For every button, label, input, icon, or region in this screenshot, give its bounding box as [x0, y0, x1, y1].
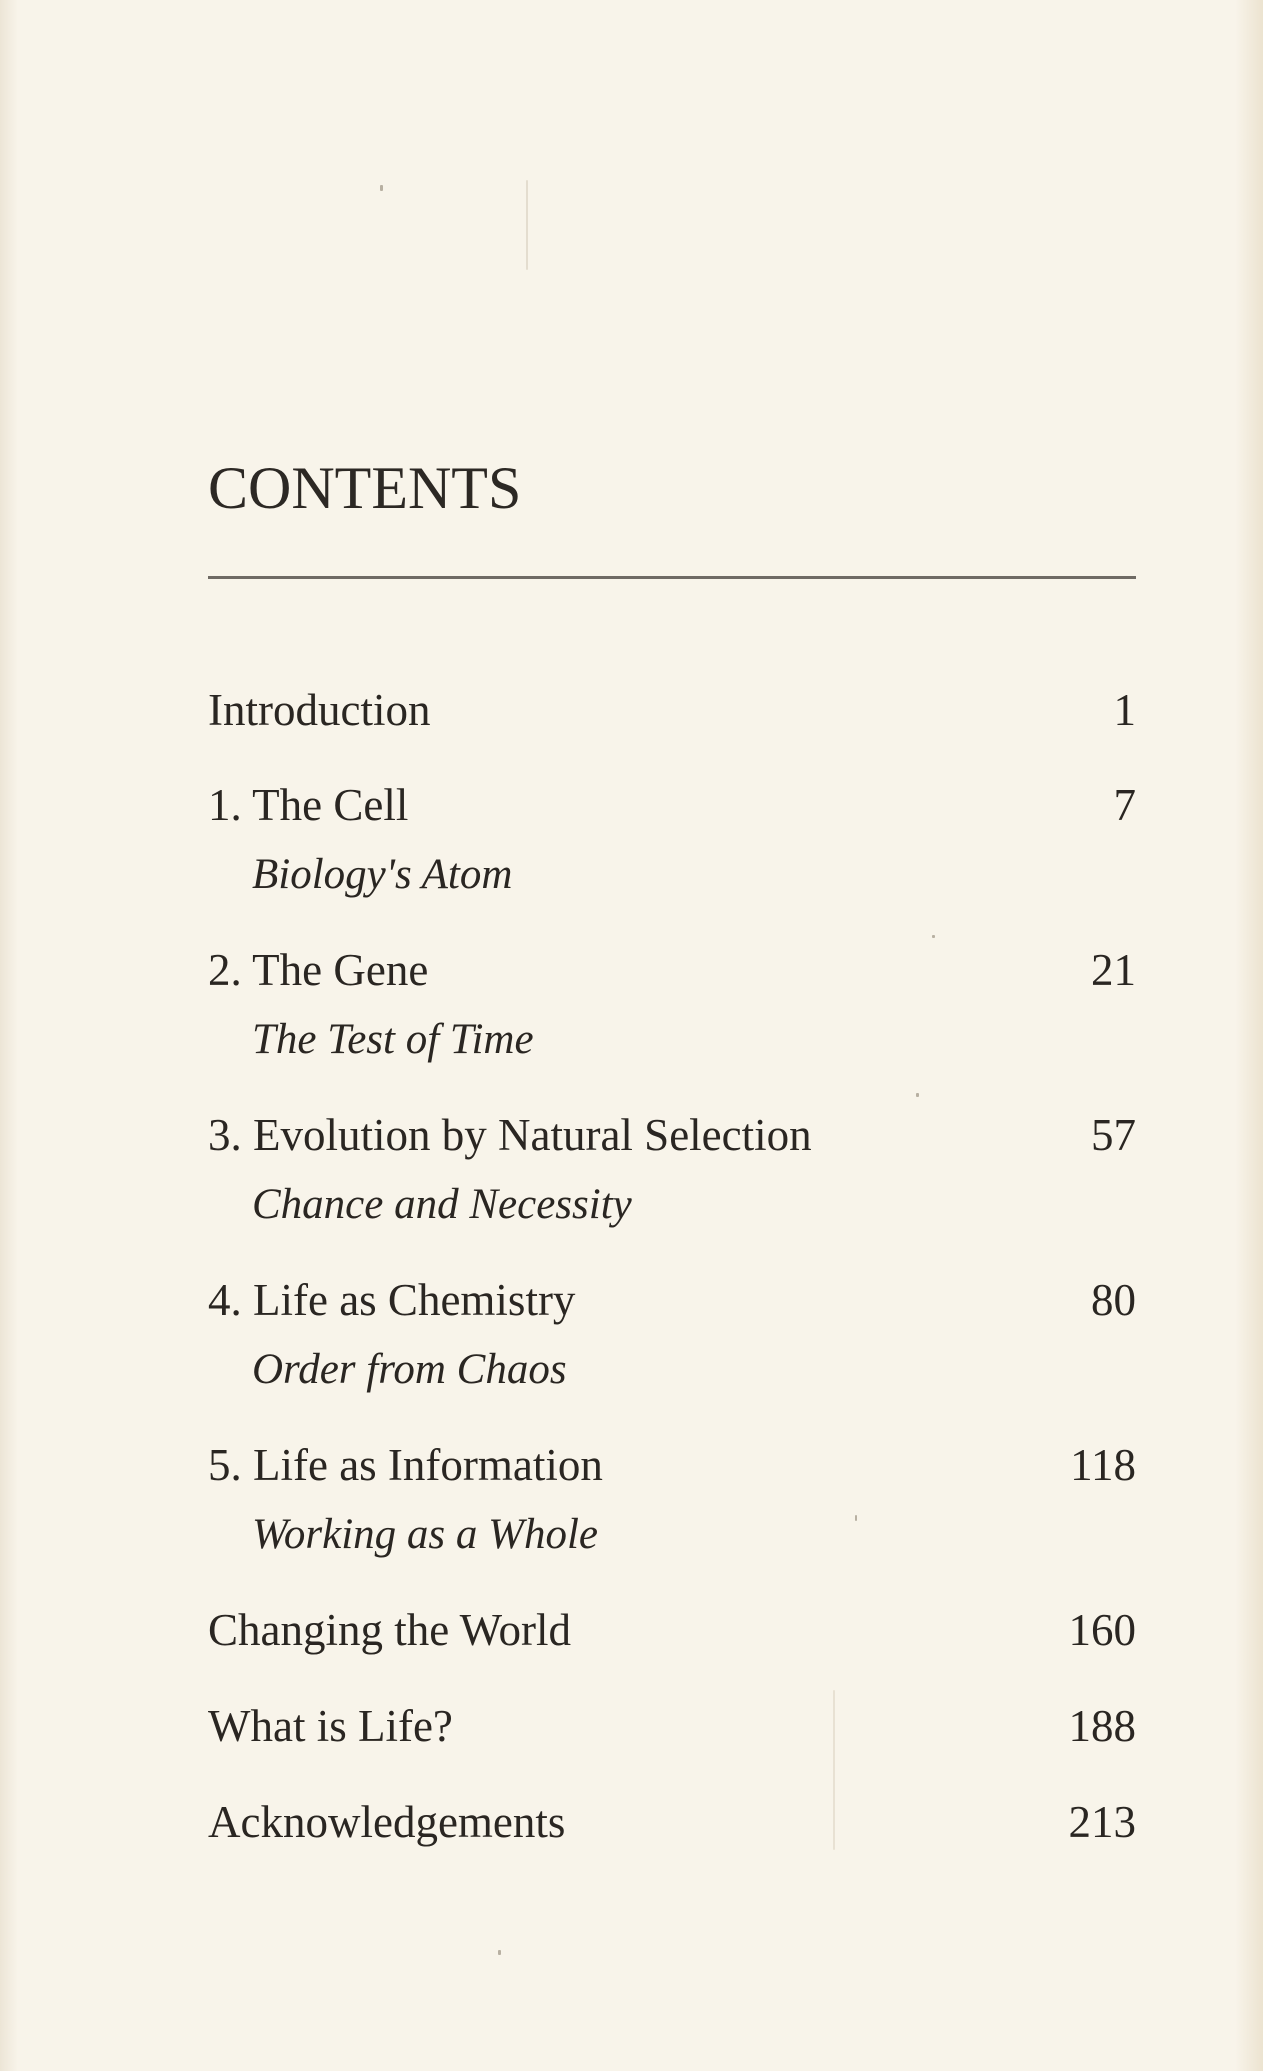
toc-entry-title: Introduction — [208, 685, 431, 735]
toc-entry-subtitle: The Test of Time — [252, 1016, 534, 1063]
toc-entry-page-number: 118 — [1070, 1440, 1136, 1490]
toc-entry-page-number: 188 — [1068, 1701, 1136, 1751]
toc-entry-title: 1. The Cell — [208, 780, 409, 830]
toc-entry-page-number: 213 — [1068, 1797, 1136, 1847]
toc-entry-changing-the-world[interactable] — [208, 1600, 1136, 1660]
paper-speck — [855, 1515, 857, 1521]
paper-speck — [526, 180, 528, 270]
paper-speck — [380, 185, 383, 191]
toc-entry-title: 5. Life as Information — [208, 1440, 603, 1490]
page-title: CONTENTS — [208, 455, 522, 521]
toc-entry-acknowledgements[interactable] — [208, 1792, 1136, 1852]
toc-entry-title: 2. The Gene — [208, 945, 429, 995]
toc-entry-chapter-2[interactable] — [208, 940, 1136, 1063]
toc-entry-page-number: 57 — [1091, 1110, 1136, 1160]
toc-entry-chapter-4[interactable] — [208, 1270, 1136, 1393]
title-divider — [208, 576, 1136, 579]
toc-entry-what-is-life[interactable] — [208, 1696, 1136, 1756]
toc-entry-subtitle: Chance and Necessity — [252, 1181, 632, 1228]
page-edge-shadow-right — [1235, 0, 1263, 2071]
paper-speck — [916, 1093, 919, 1097]
toc-entry-title: Changing the World — [208, 1605, 572, 1655]
toc-entry-chapter-1[interactable] — [208, 775, 1136, 898]
toc-entry-subtitle: Biology's Atom — [252, 851, 513, 898]
toc-entry-chapter-3[interactable] — [208, 1105, 1136, 1228]
toc-entry-page-number: 1 — [1113, 685, 1136, 735]
paper-speck — [932, 935, 935, 938]
toc-entry-subtitle: Working as a Whole — [252, 1511, 598, 1558]
paper-speck — [498, 1950, 501, 1955]
toc-entry-subtitle: Order from Chaos — [252, 1346, 567, 1393]
toc-entry-title: Acknowledgements — [208, 1797, 566, 1847]
toc-entry-page-number: 80 — [1091, 1275, 1136, 1325]
toc-entry-title: What is Life? — [208, 1701, 453, 1751]
toc-entry-page-number: 21 — [1091, 945, 1136, 995]
toc-entry-introduction[interactable] — [208, 680, 1136, 740]
toc-entry-page-number: 160 — [1068, 1605, 1136, 1655]
toc-entry-title: 3. Evolution by Natural Selection — [208, 1110, 812, 1160]
page-edge-shadow-left — [0, 0, 18, 2071]
toc-entry-page-number: 7 — [1113, 780, 1136, 830]
toc-entry-chapter-5[interactable] — [208, 1435, 1136, 1558]
toc-entry-title: 4. Life as Chemistry — [208, 1275, 576, 1325]
